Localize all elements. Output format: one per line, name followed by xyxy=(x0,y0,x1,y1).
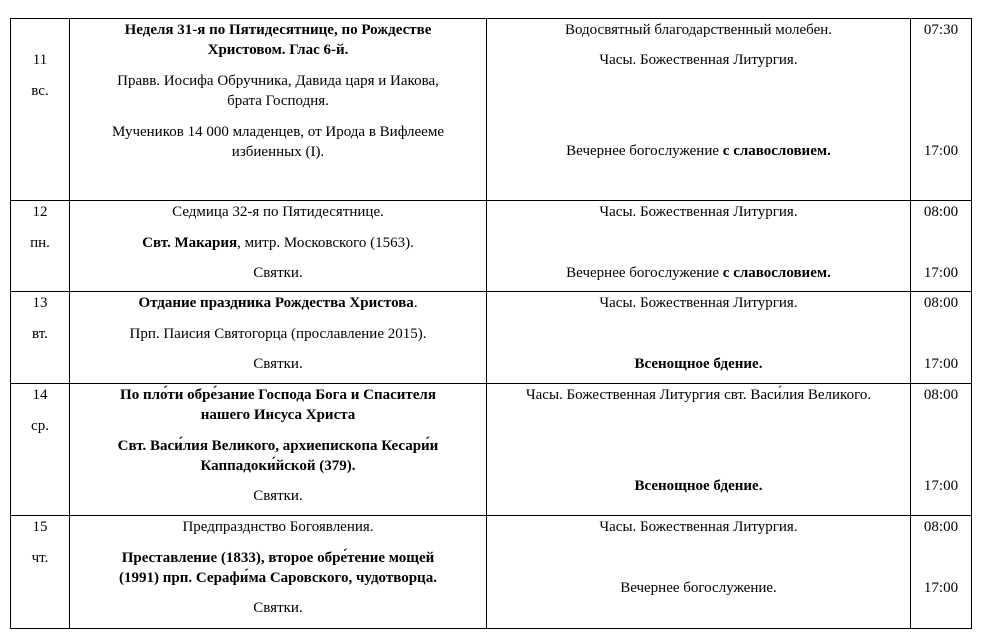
commemoration: Свт. Макария, митр. Московского (1563). xyxy=(142,235,414,251)
service-name: Всенощное бдение. xyxy=(634,478,763,494)
commemoration-line1: Мучеников 14 000 младенцев, от Ирода в Вифлееме xyxy=(111,124,444,140)
commemoration: Святки. xyxy=(253,488,303,504)
services-cell xyxy=(487,291,911,383)
date-cell xyxy=(10,200,70,291)
feasts-cell xyxy=(70,18,487,200)
commemoration-bold: Свт. Макария xyxy=(142,235,238,251)
service-time: 08:00 xyxy=(923,519,959,535)
commemoration-line1: Преставление (1833), второе обре́тение мощей xyxy=(121,550,435,566)
day-number: 12 xyxy=(32,204,48,220)
date-cell xyxy=(10,291,70,383)
feasts-cell xyxy=(70,383,487,515)
commemoration-line2: Каппадоки́йской (379). xyxy=(200,458,356,474)
commemoration-line2: (1991) прп. Серафи́ма Саровского, чудотворца. xyxy=(119,570,437,586)
service-name: Часы. Божественная Литургия. xyxy=(599,52,798,68)
weekday: вт. xyxy=(32,326,48,342)
weekday: чт. xyxy=(31,550,49,566)
weekday: пн. xyxy=(30,235,50,251)
times-cell xyxy=(911,18,972,200)
service-name: Водосвятный благодарственный молебен. xyxy=(564,22,833,38)
times-cell xyxy=(911,383,972,515)
commemoration: Святки. xyxy=(253,600,303,616)
times-cell xyxy=(911,515,972,628)
day-number: 14 xyxy=(32,387,48,403)
service-time: 17:00 xyxy=(923,143,959,159)
commemoration: Прп. Паисия Святогорца (прославление 2015). xyxy=(129,326,427,342)
table-row xyxy=(10,18,972,200)
commemoration: Святки. xyxy=(253,265,303,281)
service-time: 17:00 xyxy=(923,478,959,494)
day-number: 11 xyxy=(32,52,48,68)
times-cell xyxy=(911,200,972,291)
service-name: Вечернее богослужение с славословием. xyxy=(566,143,831,159)
feast-title-line1: По пло́ти обре́зание Господа Бога и Спасителя xyxy=(120,387,436,403)
feast-title-bold: Отдание праздника Рождества Христова xyxy=(138,295,414,311)
table-row xyxy=(10,291,972,383)
feasts-cell xyxy=(70,515,487,628)
service-name: Вечернее богослужение. xyxy=(620,580,777,596)
service-name: Часы. Божественная Литургия. xyxy=(599,295,798,311)
feast-title: Отдание праздника Рождества Христова. xyxy=(138,295,418,311)
table-border-bottom xyxy=(10,628,972,629)
service-name: Часы. Божественная Литургия. xyxy=(599,519,798,535)
service-name: Часы. Божественная Литургия. xyxy=(599,204,798,220)
feast-title: Предпразднство Богоявления. xyxy=(182,519,374,535)
services-cell xyxy=(487,383,911,515)
feast-title-line2: нашего Иисуса Христа xyxy=(200,407,356,423)
commemoration-line2: брата Господня. xyxy=(227,93,329,109)
weekday: вс. xyxy=(31,83,49,99)
feast-title-line1: Неделя 31-я по Пятидесятнице, по Рождестве xyxy=(124,22,432,38)
services-cell xyxy=(487,200,911,291)
service-time: 17:00 xyxy=(923,580,959,596)
service-time: 08:00 xyxy=(923,295,959,311)
feast-title: Седмица 32-я по Пятидесятнице. xyxy=(172,204,384,220)
service-name: Часы. Божественная Литургия свт. Васи́лия Великого. xyxy=(525,387,872,403)
feast-title-line2: Христовом. Глас 6-й. xyxy=(207,42,349,58)
service-bold-suffix: с славословием. xyxy=(722,265,831,281)
commemoration-line2: избиенных (I). xyxy=(231,144,325,160)
day-number: 13 xyxy=(32,295,48,311)
weekday: ср. xyxy=(31,418,49,434)
service-name: Всенощное бдение. xyxy=(634,356,763,372)
date-cell xyxy=(10,18,70,200)
service-time: 08:00 xyxy=(923,204,959,220)
services-cell xyxy=(487,18,911,200)
service-time: 17:00 xyxy=(923,356,959,372)
date-cell xyxy=(10,515,70,628)
commemoration: Святки. xyxy=(253,356,303,372)
table-row xyxy=(10,383,972,515)
day-number: 15 xyxy=(32,519,48,535)
date-cell xyxy=(10,383,70,515)
commemoration-line1: Свт. Васи́лия Великого, архиепископа Кесари́и xyxy=(117,438,439,454)
schedule-table xyxy=(10,18,972,630)
service-name: Вечернее богослужение с славословием. xyxy=(566,265,831,281)
table-row xyxy=(10,515,972,628)
commemoration-line1: Правв. Иосифа Обручника, Давида царя и Иакова, xyxy=(117,73,439,89)
feasts-cell xyxy=(70,200,487,291)
table-row xyxy=(10,200,972,291)
service-time: 08:00 xyxy=(923,387,959,403)
service-time: 07:30 xyxy=(923,22,959,38)
times-cell xyxy=(911,291,972,383)
service-time: 17:00 xyxy=(923,265,959,281)
service-bold-suffix: с славословием. xyxy=(722,143,831,159)
feasts-cell xyxy=(70,291,487,383)
services-cell xyxy=(487,515,911,628)
